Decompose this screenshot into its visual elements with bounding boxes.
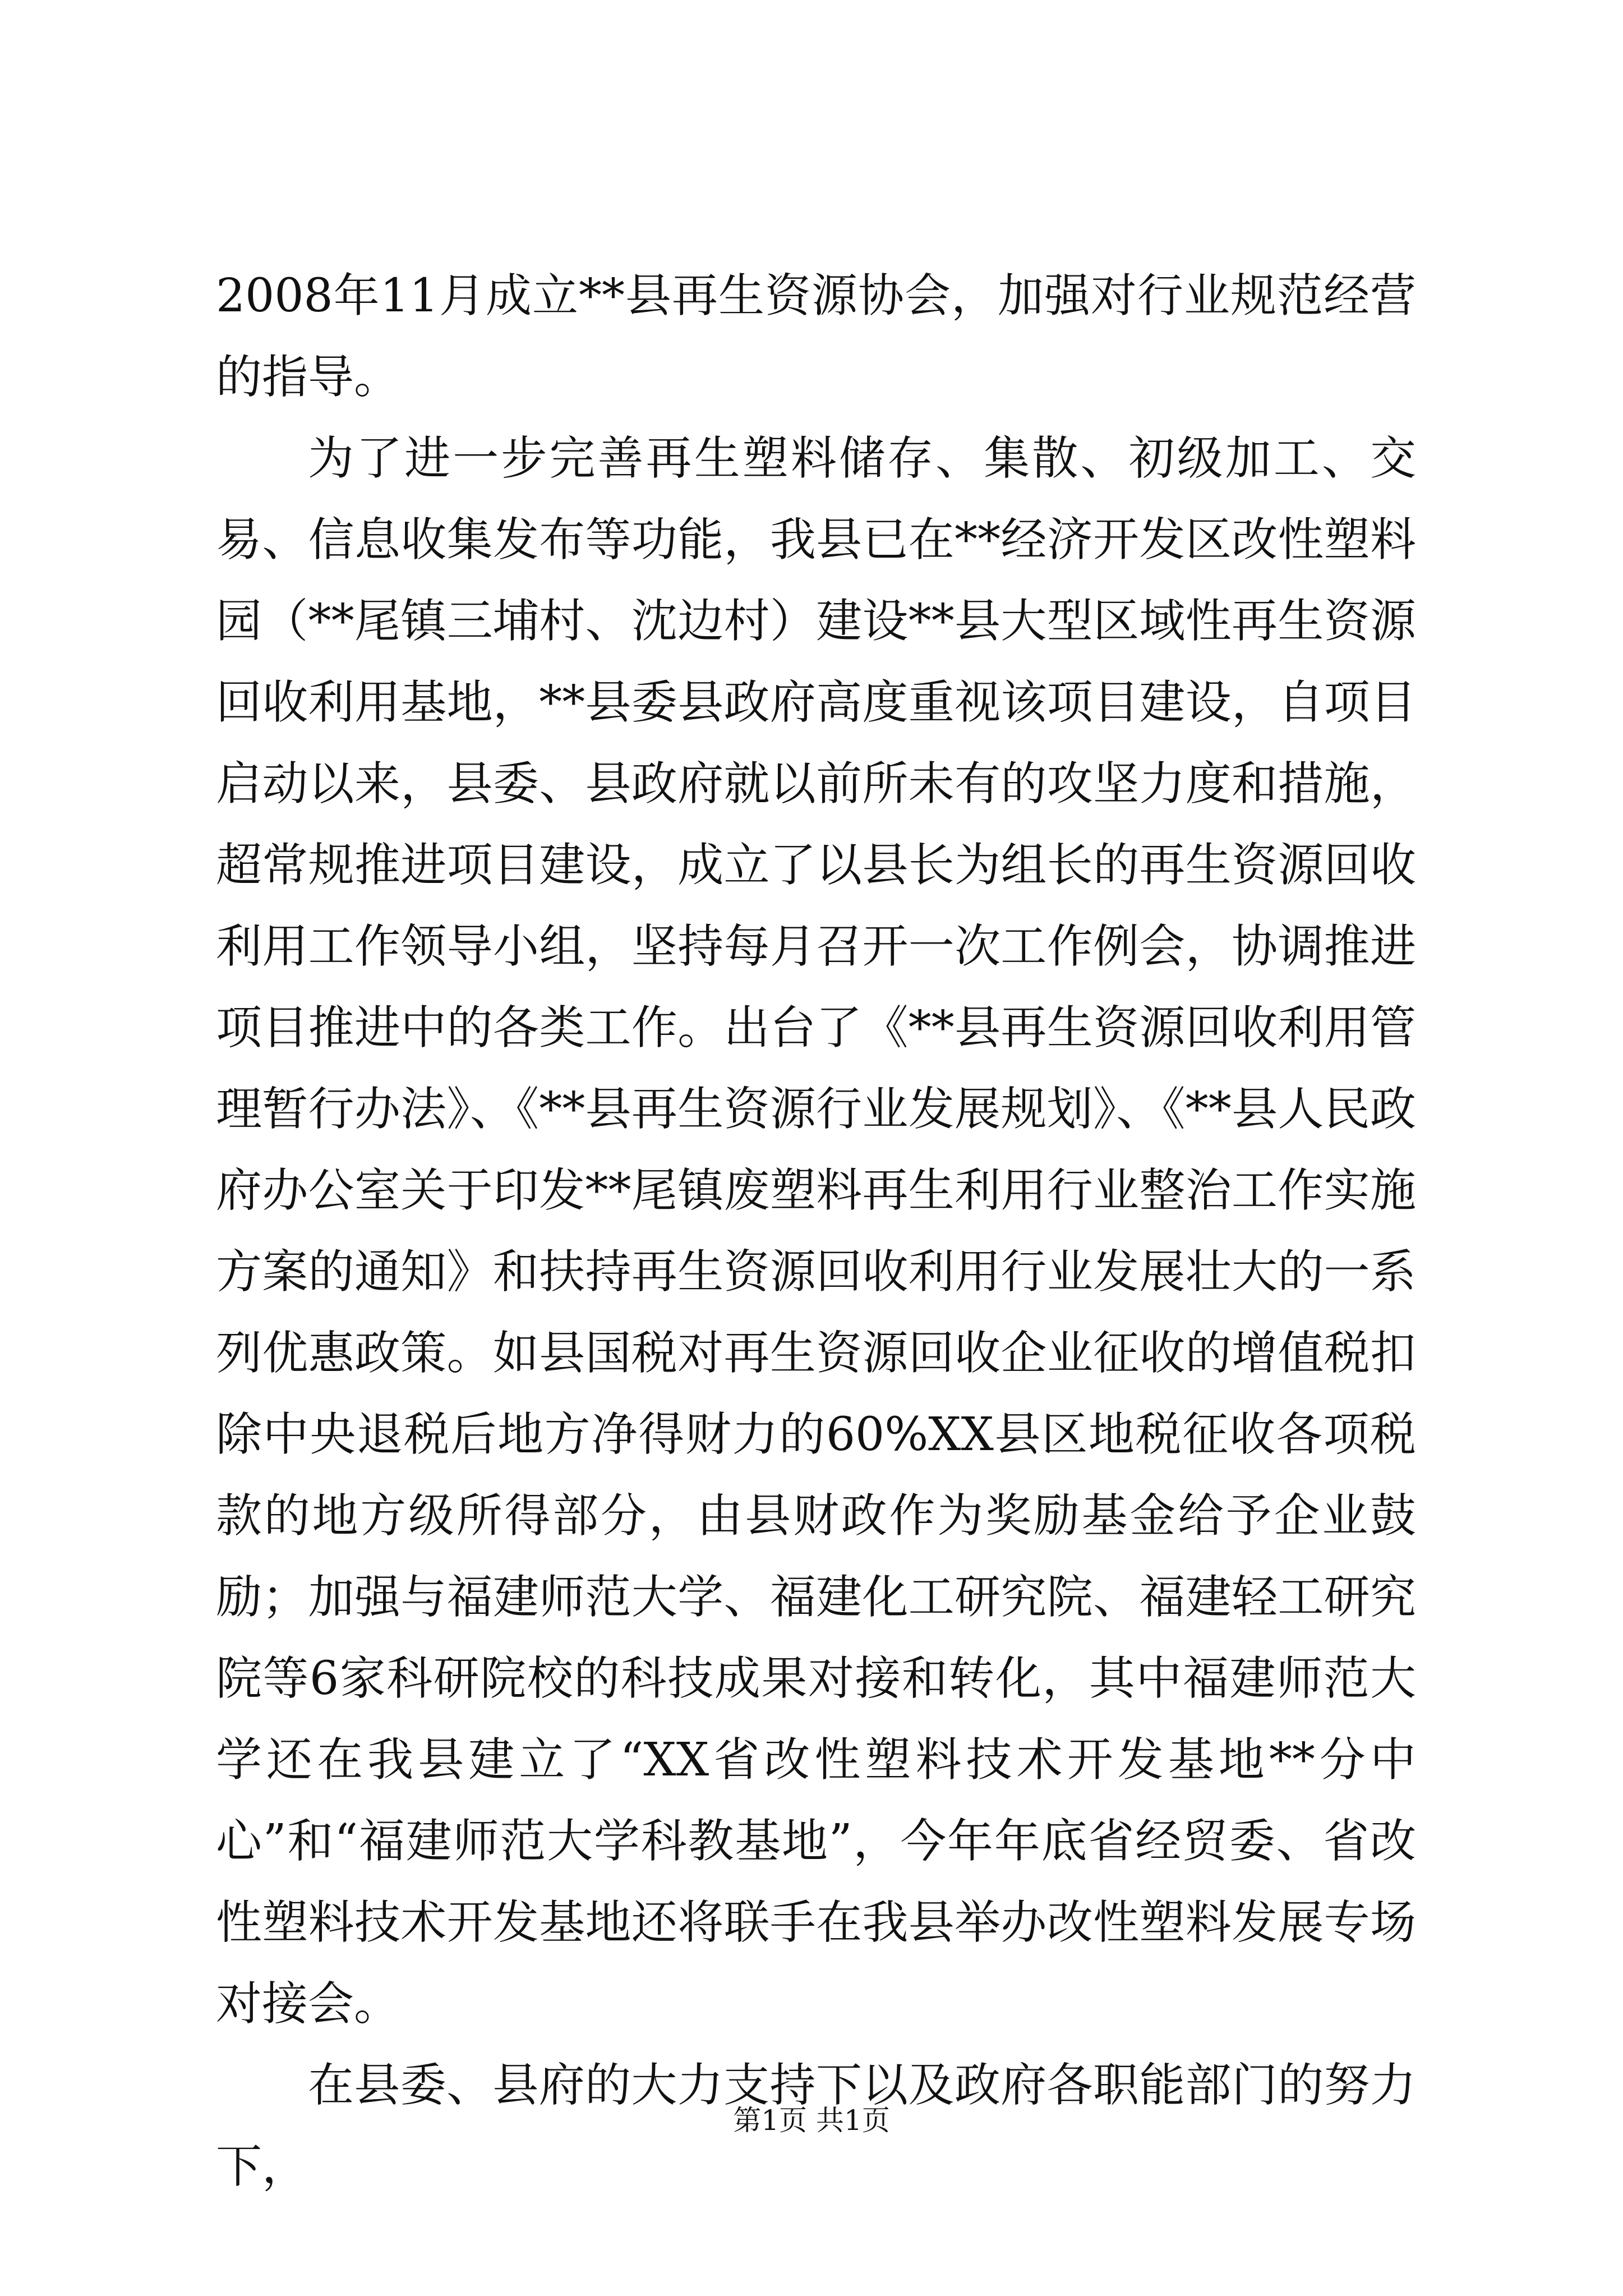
paragraph-2: 为了进一步完善再生塑料储存、集散、初级加工、交易、信息收集发布等功能，我县已在**经济开发区改性塑料园（**尾镇三埔村、沈边村）建设**县大型区域性再生资源回收利用基地，**县委县政府高度重视该项目建设，自项目启动以来，县委、县政府就以前所未有的攻坚力度和措施，超常规推进项目建设，成立了以县长为组长的再生资源回收利用工作领导小组，坚持每月召开一次工作例会，协调推进项目推进中的各类工作。出台了《**县再生资源回收利用管理暂行办法》、《**县再生资源行业发展规划》、《**县人民政府办公室关于印发**尾镇废塑料再生利用行业整治工作实施方案的通知》和扶持再生资源回收利用行业发展壮大的一系列优惠政策。如县国税对再生资源回收企业征收的增值税扣除中央退税后地方净得财力的60%XX县区地税征收各项税款的地方级所得部分，由县财政作为奖励基金给予企业鼓励；加强与福建师范大学、福建化工研究院、福建轻工研究院等6家科研院校的科技成果对接和转化，其中福建师范大学还在我县建立了“XX省改性塑料技术开发基地**分中心”和“福建师范大学科教基地”，今年年底省经贸委、省改性塑料技术开发基地还将联手在我县举办改性塑料发展专场对接会。: [216, 432, 1416, 2031]
page-footer: 第1页 共1页: [733, 2104, 890, 2137]
document-body: [216, 255, 1416, 2207]
paragraph-3: 在县委、县府的大力支持下以及政府各职能部门的努力下，: [216, 2059, 1416, 2193]
paragraph-1: 2008年11月成立**县再生资源协会，加强对行业规范经营的指导。: [216, 269, 1416, 404]
